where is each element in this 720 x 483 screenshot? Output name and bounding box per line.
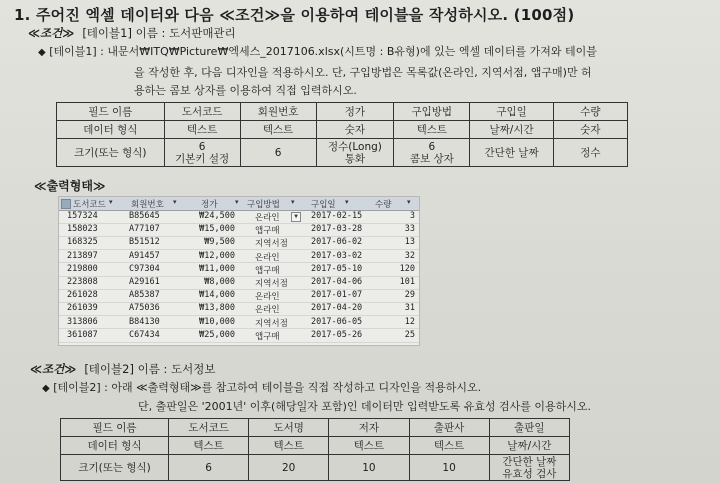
spec-value: 통화 [344,152,366,165]
spec-cell: 도서코드 [169,419,249,437]
spec-cell: 날짜/시간 [470,121,554,139]
table-cell[interactable]: B84130 [129,316,160,327]
spec-cell [489,455,569,481]
spec-cell: 출판사 [409,419,489,437]
table-cell[interactable]: ₩11,000 [199,263,235,274]
select-all-icon[interactable] [61,199,71,209]
condition-2-heading [30,361,215,377]
table-cell[interactable]: 261039 [67,303,98,314]
table-cell[interactable]: 158023 [67,224,98,235]
spec-cell: 도서코드 [164,103,240,121]
table-cell[interactable]: 120 [399,263,415,274]
table-cell[interactable]: 219800 [67,263,98,274]
datasheet-grid[interactable] [58,196,420,346]
spec-cell: 필드 이름 [57,103,165,121]
spec-cell: 텍스트 [240,121,316,139]
sort-arrow-icon[interactable]: ▾ [173,198,177,206]
spec-cell: 필드 이름 [61,419,169,437]
table-cell[interactable]: 2017-04-20 [311,303,363,314]
spec-cell: 10 [409,455,489,481]
table-cell[interactable]: 2017-03-28 [311,224,363,235]
table-cell[interactable]: 2017-06-02 [311,237,363,248]
sort-arrow-icon[interactable]: ▾ [291,198,295,206]
table-cell[interactable]: ₩15,000 [199,224,235,235]
table-cell[interactable]: 2017-03-02 [311,250,363,261]
question-title: 1. 주어진 엑셀 데이터와 다음 ≪조건≫을 이용하여 테이블을 작성하시오. (100점) [14,6,575,24]
spec-header-row [57,103,628,121]
table-cell[interactable]: B51512 [129,237,160,248]
table1-spec-table [56,102,628,167]
spec-size-row [57,139,628,167]
spec-cell: 출판일 [489,419,569,437]
table-cell[interactable]: A77107 [129,224,160,235]
spec-cell: 6 [169,455,249,481]
diamond-bullet-icon: ◆ [38,47,46,58]
column-header-member-no[interactable]: 회원번호 [131,200,164,210]
column-header-purchase-method[interactable]: 구입방법 [247,200,280,210]
table-cell[interactable]: A85387 [129,290,160,301]
condition-1-text-2: 을 작성한 후, 다음 디자인을 적용하시오. 단, 구입방법은 목록값(온라인, 지역서점, 앱구매)만 허 [134,66,592,79]
table-cell[interactable]: 213897 [67,250,98,261]
table-row[interactable] [59,277,419,290]
table-cell[interactable]: ₩25,000 [199,329,235,340]
table1-name: [테이블1] 이름 : 도서판매관리 [82,26,236,40]
table-cell[interactable]: C67434 [129,329,160,340]
spec-cell: 구입방법 [394,103,470,121]
spec-value: 유효성 검사 [502,467,557,480]
spec-type-row [57,121,628,139]
table-cell[interactable]: A91457 [129,250,160,261]
spec-cell: 텍스트 [249,437,329,455]
spec-cell: 텍스트 [164,121,240,139]
table-cell[interactable]: 온라인 [255,252,280,263]
spec-cell: 텍스트 [329,437,409,455]
column-header-price[interactable]: 정가 [201,200,218,210]
table-cell[interactable]: 33 [404,224,415,235]
table-cell[interactable]: 313806 [67,316,98,327]
condition-1-heading [28,25,236,41]
table-cell[interactable]: 223808 [67,277,98,287]
table-cell[interactable]: A29161 [129,277,160,287]
table-cell[interactable]: 2017-06-05 [311,316,363,327]
table-cell[interactable]: ₩12,000 [199,250,235,261]
spec-cell: 데이터 형식 [57,121,165,139]
table-cell[interactable]: ₩13,800 [199,303,235,314]
column-header-purchase-date[interactable]: 구입일 [311,200,336,210]
table-cell[interactable]: ₩9,500 [204,237,235,248]
spec-value: 기본키 설정 [175,152,230,165]
sort-arrow-icon[interactable]: ▾ [345,198,349,206]
spec-cell: 데이터 형식 [61,437,169,455]
spec-cell: 회원번호 [240,103,316,121]
table-cell[interactable]: 2017-04-06 [311,277,363,287]
condition-2-label: ≪조건≫ [30,362,77,376]
condition-2-text-1: [테이블2] : 아래 ≪출력형태≫를 참고하여 테이블을 직접 작성하고 디자인을 적용하시오. [53,381,482,394]
table-row[interactable] [59,237,419,250]
spec-cell: 구입일 [470,103,554,121]
table-row[interactable] [59,264,419,277]
table-cell[interactable]: 온라인 [255,292,280,303]
spec-size-row [61,455,570,481]
table-cell[interactable]: B85645 [129,211,160,221]
column-header-quantity[interactable]: 수량 [375,200,392,210]
spec-cell: 숫자 [316,121,394,139]
condition-1-label: ≪조건≫ [28,26,75,40]
table-cell[interactable]: 12 [404,316,415,327]
table-cell[interactable]: 29 [404,290,415,301]
table-cell[interactable]: 지역서점 [255,239,288,250]
spec-cell [164,139,240,167]
table-cell[interactable]: ₩8,000 [204,277,235,287]
table2-name: [테이블2] 이름 : 도서정보 [84,362,216,376]
table2-spec-table [60,418,570,481]
spec-cell: 날짜/시간 [489,437,569,455]
table-cell[interactable]: 3 [409,211,415,221]
spec-cell: 크기(또는 형식) [61,455,169,481]
table-cell[interactable]: 앱구매 [255,226,280,237]
table-cell[interactable]: 32 [404,250,415,261]
table-row[interactable] [59,224,419,237]
table-cell[interactable]: 168325 [67,237,98,248]
table-cell[interactable]: ₩24,500 [199,211,235,221]
table-cell[interactable]: ₩10,000 [199,316,235,327]
table-cell[interactable]: A75036 [129,303,160,314]
table-cell[interactable]: 101 [399,277,415,287]
table-cell[interactable]: 지역서점 [255,279,288,289]
table-cell[interactable]: ₩14,000 [199,290,235,301]
column-header-book-code[interactable]: 도서코드 [73,200,106,210]
table-row[interactable] [59,303,419,316]
table-row[interactable] [59,330,419,343]
spec-cell: 텍스트 [394,121,470,139]
table-cell[interactable]: 지역서점 [255,318,288,329]
spec-value: 6 [198,140,206,153]
spec-cell: 크기(또는 형식) [57,139,165,167]
spec-value: 6 [428,140,436,153]
spec-cell: 6 [240,139,316,167]
sort-arrow-icon[interactable]: ▾ [109,198,113,206]
table-row[interactable] [59,211,419,224]
spec-cell: 간단한 날짜 [470,139,554,167]
table-cell[interactable]: 온라인 [255,213,280,223]
condition-1-text-3: 용하는 콤보 상자를 이용하여 직접 입력하시오. [134,84,357,97]
condition-1-text-1: [테이블1] : 내문서₩ITQ₩Picture₩엑세스_2017106.xlsx(시트명 : B유형)에 있는 엑셀 데이터를 가져와 테이블 [49,45,597,58]
diamond-bullet-icon: ◆ [42,383,50,394]
spec-cell: 10 [329,455,409,481]
table-row[interactable] [59,317,419,330]
spec-value: 콤보 상자 [409,152,454,165]
spec-cell: 수량 [553,103,627,121]
spec-cell: 정가 [316,103,394,121]
table-cell[interactable]: 2017-02-15 [311,211,363,221]
table-cell[interactable]: 2017-05-10 [311,263,363,274]
condition-2-item-line-1 [42,379,481,395]
spec-cell: 텍스트 [169,437,249,455]
spec-cell [316,139,394,167]
spec-value: 정수(Long) [327,140,382,153]
output-heading: ≪출력형태≫ [34,179,106,193]
table-cell[interactable]: 13 [404,237,415,248]
table-cell[interactable]: C97304 [129,263,160,274]
table-cell[interactable]: 31 [404,303,415,314]
table-row[interactable] [59,251,419,264]
table-cell[interactable]: 온라인 [255,305,280,316]
spec-cell: 텍스트 [409,437,489,455]
spec-cell: 정수 [553,139,627,167]
spec-type-row [61,437,570,455]
spec-cell: 도서명 [249,419,329,437]
spec-cell: 숫자 [553,121,627,139]
spec-header-row [61,419,570,437]
table-cell[interactable]: 앱구매 [255,331,280,342]
table-cell[interactable]: 25 [404,329,415,340]
condition-2-text-2: 단, 출판일은 '2001년' 이후(해당일자 포함)인 데이터만 입력받도록 유효성 검사를 이용하시오. [138,400,591,413]
table-row[interactable] [59,290,419,303]
condition-1-item-line-1 [38,43,597,59]
sort-arrow-icon[interactable]: ▾ [407,198,411,206]
spec-value: 간단한 날짜 [502,455,557,468]
datasheet-header [59,197,419,211]
table-cell[interactable]: 2017-05-26 [311,329,363,340]
table-cell[interactable]: 261028 [67,290,98,301]
spec-cell [394,139,470,167]
table-cell[interactable]: 157324 [67,211,98,221]
table-cell[interactable]: 2017-01-07 [311,290,363,301]
sort-arrow-icon[interactable]: ▾ [235,198,239,206]
table-cell[interactable]: 앱구매 [255,265,280,276]
combo-dropdown-icon[interactable]: ▼ [291,212,301,222]
spec-cell: 20 [249,455,329,481]
table-cell[interactable]: 361087 [67,329,98,340]
spec-cell: 저자 [329,419,409,437]
